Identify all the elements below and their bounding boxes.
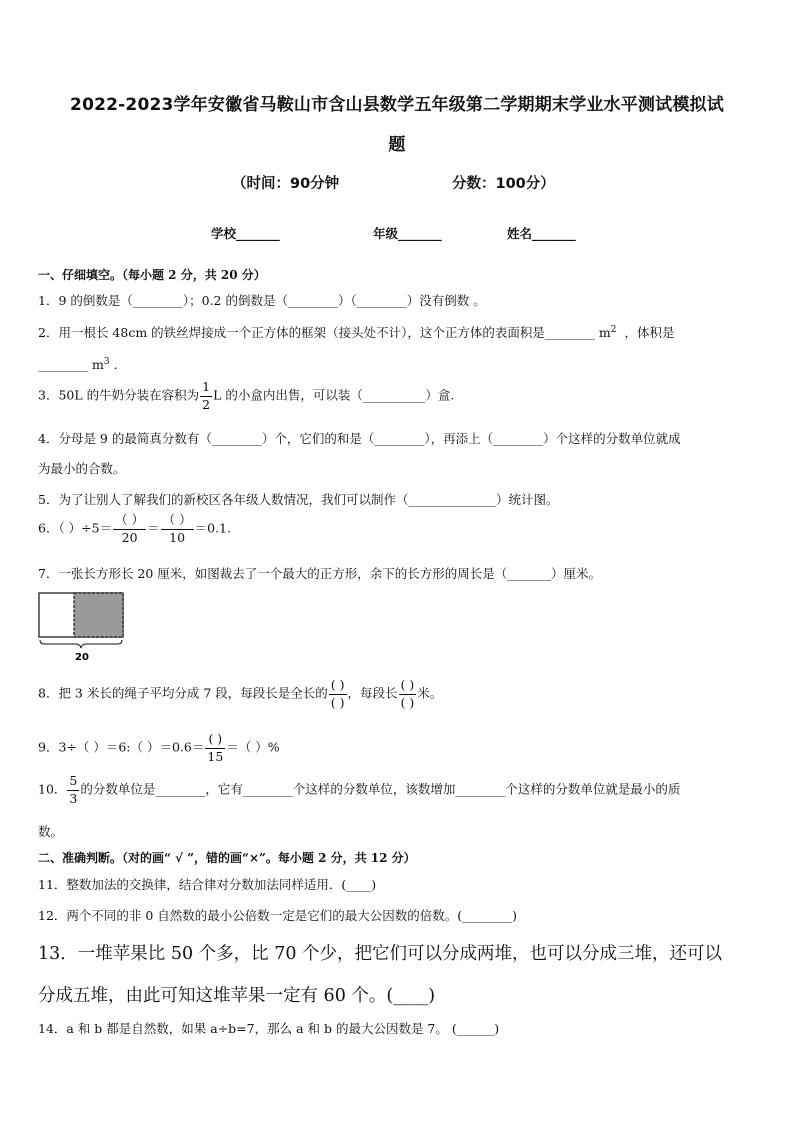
rectangle-figure: [38, 590, 128, 665]
q6-numerator-1: （ ）: [113, 514, 146, 530]
question-4-cont: 为最小的合数。: [38, 461, 126, 476]
square-cut: [74, 593, 123, 637]
question-2-cont: [38, 355, 126, 373]
q2-volume-exponent: 3: [103, 356, 110, 367]
q6-equals: ＝: [147, 520, 160, 536]
question-7: 7．一张长方形长 20 厘米，如图裁去了一个最大的正方形，余下的长方形的周长是（_______）厘米。: [38, 566, 602, 581]
length-label: 20: [75, 652, 89, 663]
q10-numerator: 5: [67, 775, 79, 791]
question-12: 12．两个不同的非 0 自然数的最小公倍数一定是它们的最大公因数的倍数。(________): [38, 908, 518, 923]
question-8: [38, 679, 442, 709]
q10-text: 的分数单位是________，它有________个这样的分数单位，该数增加________个这样的分数单位就是最小的质: [80, 781, 681, 797]
q3-fraction: [200, 381, 212, 411]
question-9: [38, 733, 280, 763]
q2-text-cont: ，体积是: [624, 325, 675, 340]
section-2-heading: 二、准确判断。（对的画“ √ ”，错的画“×”。每小题 2 分，共 12 分）: [38, 851, 416, 865]
q6-numerator-2: （ ）: [161, 514, 194, 530]
q9-end: ＝（ ）%: [226, 739, 280, 755]
q8-end: 米。: [417, 685, 443, 701]
q6-end: ＝0.1.: [194, 520, 231, 536]
question-1: 1．9 的倒数是（________）；0.2 的倒数是（________）（________）没有倒数 。: [38, 293, 486, 308]
q8-numerator-2: ( ): [399, 679, 417, 695]
page-title-line-1: 2022-2023学年安徽省马鞍山市含山县数学五年级第二学期期末学业水平测试模拟试: [70, 95, 724, 115]
name-field: 姓名_______: [507, 226, 576, 241]
q6-denominator-1: 20: [121, 529, 138, 545]
q8-fraction-1: [329, 679, 347, 709]
q8-text: 8．把 3 米长的绳子平均分成 7 段，每段长是全长的: [38, 685, 328, 701]
question-2: [38, 323, 675, 341]
q6-fraction-1: [113, 514, 146, 544]
q10-denominator: 3: [69, 790, 78, 806]
q3-text: 3．50L 的牛奶分装在容积为: [38, 387, 200, 403]
q8-denominator-2: ( ): [400, 694, 415, 710]
q3-denominator: 2: [202, 396, 211, 412]
q9-text: 9．3÷（ ）＝6:（ ）＝0.6＝: [38, 739, 205, 755]
q10-fraction: [67, 775, 79, 805]
q9-fraction: [205, 733, 225, 763]
section-1-heading: 一、仔细填空。（每小题 2 分，共 20 分）: [38, 268, 266, 282]
q2-end: ．: [113, 357, 127, 372]
q10-number: 10．: [38, 781, 67, 797]
q3-numerator: 1: [200, 381, 212, 397]
page-title-line-2: 题: [388, 135, 406, 155]
q6-text: 6．（ ）÷5＝: [38, 520, 113, 536]
question-11: 11．整数加法的交换律，结合律对分数加法同样适用．(____): [38, 877, 377, 892]
question-13-cont: 分成五堆，由此可知这堆苹果一定有 60 个。(____): [38, 986, 436, 1006]
q8-fraction-2: [399, 679, 417, 709]
q8-text-cont: ，每段长: [347, 685, 398, 701]
question-4: 4．分母是 9 的最简真分数有（________）个，它们的和是（________），再添上（________）个这样的分数单位就成: [38, 431, 681, 446]
question-10-cont: 数。: [38, 824, 64, 839]
q9-denominator: 15: [207, 748, 224, 764]
question-14: 14．a 和 b 都是自然数，如果 a÷b=7，那么 a 和 b 的最大公因数是 7。 (______): [38, 1021, 500, 1036]
q2-unit-exponent: 2: [610, 324, 617, 335]
exam-score: 分数：100分）: [452, 176, 555, 192]
question-5: 5．为了让别人了解我们的新校区各年级人数情况，我们可以制作（______________）统计图。: [38, 492, 559, 507]
q9-numerator: ( ): [205, 733, 225, 749]
q6-fraction-2: [161, 514, 194, 544]
school-field: 学校_______: [211, 226, 280, 241]
q3-text-cont: L 的小盒内出售，可以装（__________）盒.: [213, 387, 455, 403]
q8-numerator-1: ( ): [329, 679, 347, 695]
question-6: [38, 514, 231, 544]
question-3: [38, 381, 454, 411]
q8-denominator-1: ( ): [330, 694, 345, 710]
question-13: 13．一堆苹果比 50 个多，比 70 个少，把它们可以分成两堆，也可以分成三堆，还可以: [38, 944, 723, 964]
q2-text: 2．用一根长 48cm 的铁丝焊接成一个正方体的框架（接头处不计），这个正方体的表面积是________ m: [38, 325, 611, 340]
length-brace: [40, 640, 122, 648]
q6-denominator-2: 10: [169, 529, 186, 545]
q2-volume-blank: ________ m: [38, 357, 104, 372]
exam-time: （时间：90分钟: [232, 176, 340, 192]
question-10: [38, 775, 680, 805]
grade-field: 年级_______: [373, 226, 442, 241]
